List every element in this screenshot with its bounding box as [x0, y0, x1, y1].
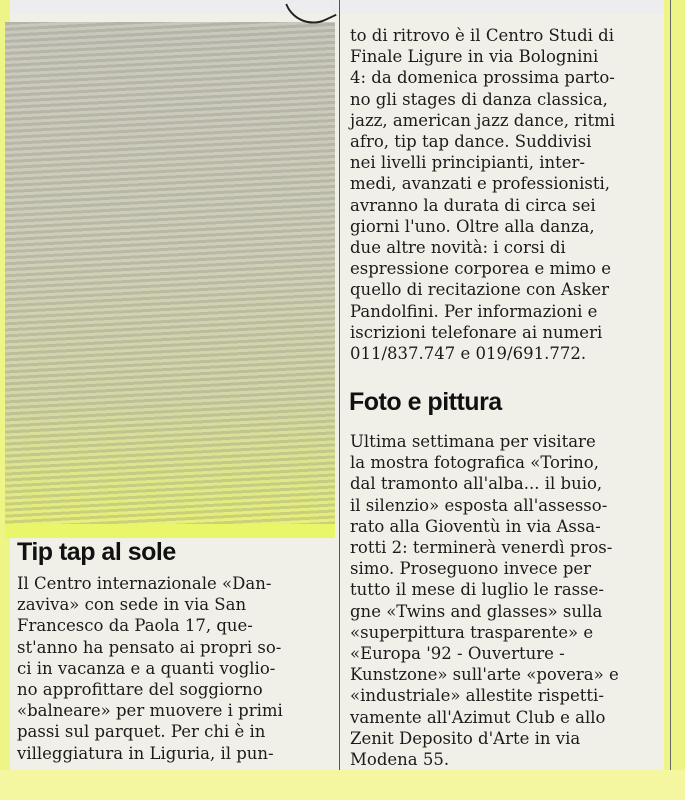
right-column-rule — [670, 0, 671, 770]
headline-foto-pittura: Foto e pittura — [349, 388, 502, 416]
article-body-foto-pittura: Ultima settimana per visitare la mostra fotografica «Torino, dal tramonto all'alba... il buio, il silenzio» esposta all'assesso- rato alla Gioventù in via Assa- rotti 2: terminerà venerdì pros- simo. Proseguono invece per tutto il mese di luglio le rasse- gne «Twins and glasses» sulla «superpittura trasparente» e «Europa '92 - Ouverture - Kunstzone» sull'arte «povera» e «industriale» allestite rispetti- vamente all'Azimut Club e allo Zenit Deposito d'Arte in via Modena 55. — [350, 432, 619, 770]
blurred-photo-area — [5, 22, 335, 538]
headline-tip-tap: Tip tap al sole — [17, 538, 176, 566]
column-divider — [339, 0, 340, 770]
highlighter-mark-right — [664, 0, 685, 770]
top-edge — [0, 0, 685, 14]
article-continuation: to di ritrovo è il Centro Studi di Finale Ligure in via Bolognini 4: da domenica prossima parto- no gli stages di danza classica, jazz, american jazz dance, ritmi afro, tip tap dance. Suddivisi nei livelli principianti, inter- medi, avanzati e professionisti, avranno la durata di circa sei giorni l'uno. Oltre alla danza, due altre novità: i corsi di espressione corporea e mimo e quello di recitazione con Asker Pandolfini. Per informazioni e iscrizioni telefonare ai numeri 011/837.747 e 019/691.772. — [350, 26, 616, 364]
article-body-tip-tap: Il Centro internazionale «Dan- zaviva» con sede in via San Francesco da Paola 17, que- st'anno ha pensato ai propri so- ci in vacanza e a quanti voglio- no approfittare del soggiorno «balneare» per muovere i primi passi sul parquet. Per chi è in villeggiatura in Liguria, il pun- — [17, 574, 283, 763]
highlighter-mark-bottom — [0, 770, 685, 800]
